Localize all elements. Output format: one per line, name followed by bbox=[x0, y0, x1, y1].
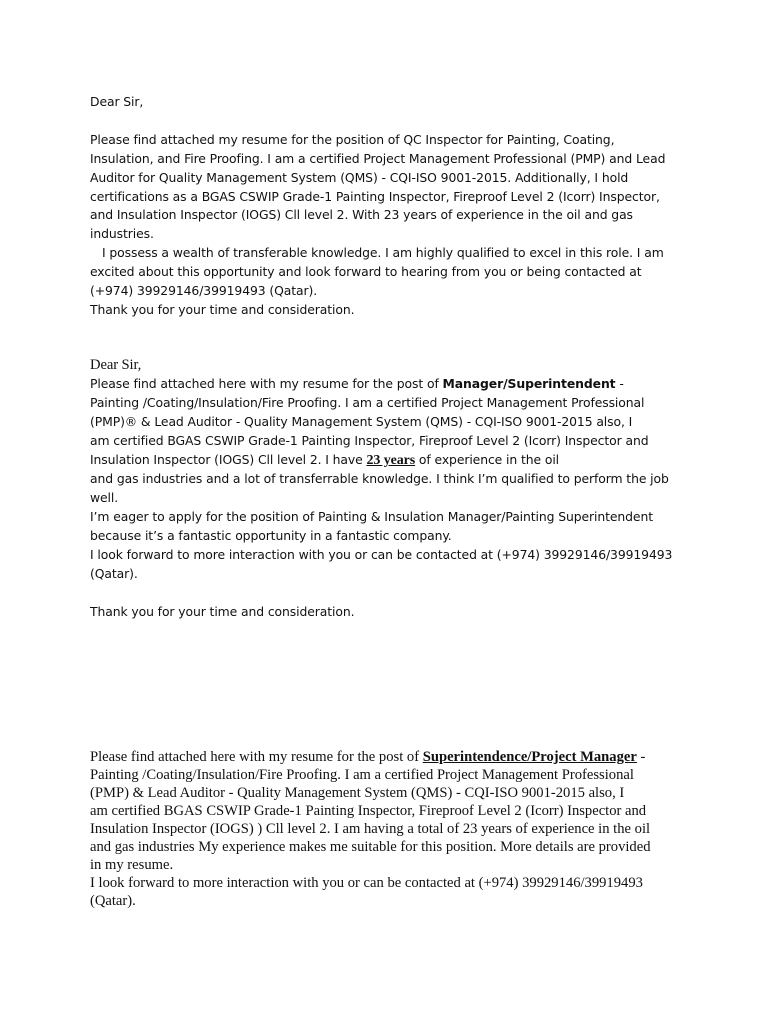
letter-1-line: industries. bbox=[90, 226, 154, 242]
letter-2-line bbox=[90, 451, 690, 471]
letter-3-line bbox=[90, 748, 690, 766]
letter-2-text: Insulation Inspector (IOGS) Cll level 2. I have bbox=[90, 451, 367, 467]
letter-2-line: Painting /Coating/Insulation/Fire Proofing. I am a certified Project Management Professional bbox=[90, 394, 645, 410]
letter-3-line: and gas industries My experience makes me suitable for this position. More details are provided bbox=[90, 839, 651, 855]
letter-2-line: am certified BGAS CSWIP Grade-1 Painting Inspector, Fireproof Level 2 (Icorr) Inspector and bbox=[90, 432, 649, 448]
letter-1-line: I possess a wealth of transferable knowledge. I am highly qualified to excel in this role. I am bbox=[102, 245, 664, 261]
letter-2-line: well. bbox=[90, 490, 119, 506]
letter-1 bbox=[90, 93, 690, 320]
letter-3-line: (PMP) & Lead Auditor - Quality Management System (QMS) - CQI-ISO 9001-2015 also, I bbox=[90, 785, 625, 801]
letter-3 bbox=[90, 748, 690, 910]
letter-2-line: (PMP)® & Lead Auditor - Quality Management System (QMS) - CQI-ISO 9001-2015 also, I bbox=[90, 413, 633, 429]
letter-2-closing: Thank you for your time and consideration. bbox=[90, 603, 355, 619]
letter-2-line bbox=[90, 375, 690, 394]
letter-1-greeting: Dear Sir, bbox=[90, 94, 144, 109]
letter-1-line: and Insulation Inspector (IOGS) Cll level 2. With 23 years of experience in the oil and gas bbox=[90, 207, 633, 223]
letter-3-line: Painting /Coating/Insulation/Fire Proofing. I am a certified Project Management Professional bbox=[90, 767, 634, 783]
letter-2-line: I’m eager to apply for the position of Painting & Insulation Manager/Painting Superintendent bbox=[90, 509, 653, 525]
letter-1-line: certifications as a BGAS CSWIP Grade-1 Painting Inspector, Fireproof Level 2 (Icorr) Inspector, bbox=[90, 188, 660, 204]
letter-3-post-title: Superintendence/Project Manager bbox=[422, 749, 637, 765]
letter-2-line: I look forward to more interaction with you or can be contacted at (+974) 39929146/39919493 bbox=[90, 547, 673, 563]
letter-1-line: (+974) 39929146/39919493 (Qatar). bbox=[90, 283, 318, 299]
letter-3-line: in my resume. bbox=[90, 857, 174, 873]
letter-1-line: Auditor for Quality Management System (QMS) - CQI-ISO 9001-2015. Additionally, I hold bbox=[90, 169, 629, 185]
letter-2-text: - bbox=[615, 375, 624, 391]
letter-1-closing: Thank you for your time and consideration. bbox=[90, 301, 355, 317]
letter-3-text: Please find attached here with my resume for the post of bbox=[90, 749, 423, 765]
letter-3-line: Insulation Inspector (IOGS) ) Cll level 2. I am having a total of 23 years of experience in the oil bbox=[90, 821, 651, 837]
letter-2-line: and gas industries and a lot of transferrable knowledge. I think I’m qualified to perform the job bbox=[90, 471, 669, 487]
letter-3-line: am certified BGAS CSWIP Grade-1 Painting Inspector, Fireproof Level 2 (Icorr) Inspector and bbox=[90, 803, 647, 819]
letter-3-line: I look forward to more interaction with you or can be contacted at (+974) 39929146/39919493 bbox=[90, 875, 643, 891]
letter-3-line: (Qatar). bbox=[90, 893, 136, 909]
letter-2-line: because it’s a fantastic opportunity in a fantastic company. bbox=[90, 528, 452, 544]
letter-2 bbox=[90, 356, 690, 622]
letter-2-years-highlight: 23 years bbox=[366, 452, 416, 468]
letter-2-text: of experience in the oil bbox=[415, 451, 560, 467]
letter-2-post-title: Manager/Superintendent bbox=[442, 375, 616, 391]
letter-1-line: Insulation, and Fire Proofing. I am a certified Project Management Professional (PMP) and Lead bbox=[90, 150, 666, 166]
letter-1-line: excited about this opportunity and look forward to hearing from you or being contacted at bbox=[90, 264, 642, 280]
letter-2-text: Please find attached here with my resume for the post of bbox=[90, 375, 443, 391]
letter-1-line: Please find attached my resume for the position of QC Inspector for Painting, Coating, bbox=[90, 131, 615, 147]
letter-3-text: - bbox=[636, 749, 646, 765]
letter-2-greeting: Dear Sir, bbox=[90, 357, 142, 373]
letter-2-line: (Qatar). bbox=[90, 565, 138, 581]
